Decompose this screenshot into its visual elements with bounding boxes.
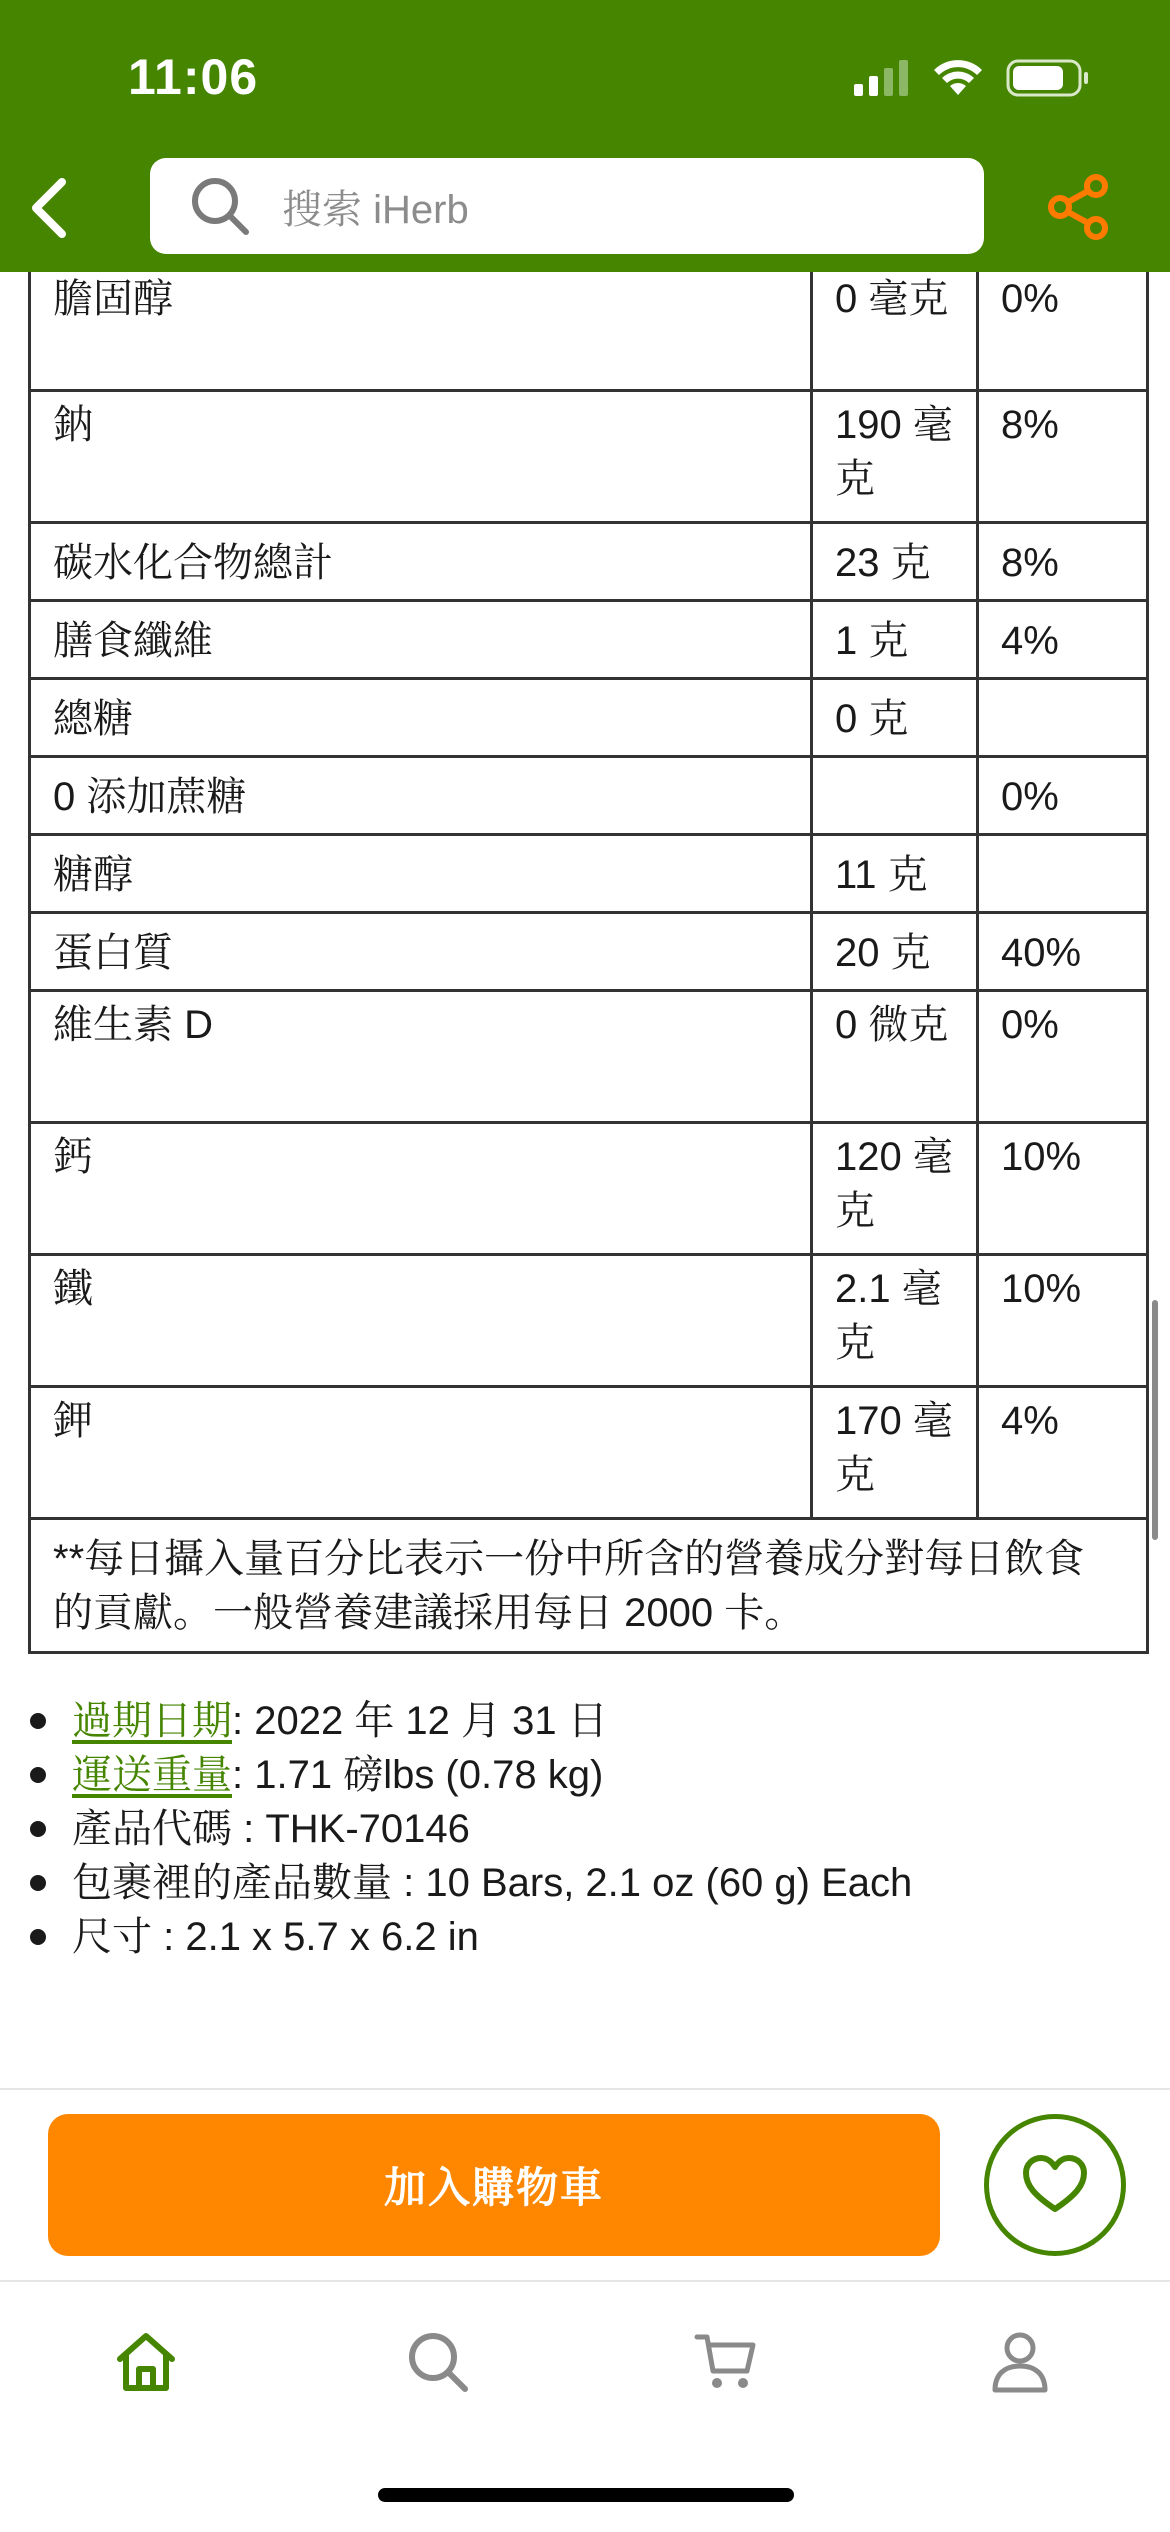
table-row [30, 990, 1148, 1122]
nutrient-amount: 190 毫克 [812, 390, 978, 522]
table-row [30, 272, 1148, 390]
tab-home[interactable] [106, 2322, 186, 2402]
search-placeholder: 搜索 iHerb [282, 187, 469, 232]
nutrient-dv: 0% [978, 756, 1148, 834]
nutrient-name: 鐵 [30, 1254, 812, 1386]
product-code: 產品代碼 : THK-70146 [72, 1807, 470, 1851]
table-footnote: **每日攝入量百分比表示一份中所含的營養成分對每日飲食的貢獻。一般營養建議採用每日 2000 卡。 [30, 1518, 1148, 1652]
spec-weight [30, 1748, 1130, 1802]
table-row [30, 912, 1148, 990]
nutrient-amount: 0 克 [812, 678, 978, 756]
package-quantity: 包裹裡的產品數量 : 10 Bars, 2.1 oz (60 g) Each [72, 1861, 913, 1905]
nutrient-amount: 170 毫克 [812, 1386, 978, 1518]
wishlist-button[interactable] [984, 2114, 1126, 2256]
product-specs [30, 1694, 1130, 1964]
status-icons [854, 58, 1090, 98]
spec-dimensions [30, 1910, 1130, 1964]
nutrient-name: 總糖 [30, 678, 812, 756]
nutrient-dv: 4% [978, 1386, 1148, 1518]
table-row [30, 600, 1148, 678]
nutrient-name: 糖醇 [30, 834, 812, 912]
home-indicator [378, 2488, 794, 2502]
battery-icon [1006, 58, 1090, 98]
nutrient-name: 維生素 D [30, 990, 812, 1122]
scrollbar[interactable] [1152, 1300, 1158, 1540]
share-icon [1046, 172, 1112, 242]
nutrient-name: 蛋白質 [30, 912, 812, 990]
nutrient-amount: 120 毫克 [812, 1122, 978, 1254]
nutrient-dv: 10% [978, 1254, 1148, 1386]
spec-code [30, 1802, 1130, 1856]
nutrient-dv [978, 834, 1148, 912]
nav-row [0, 158, 1170, 258]
add-to-cart-button[interactable]: 加入購物車 [48, 2114, 940, 2256]
nutrient-amount [812, 756, 978, 834]
bullet [30, 1821, 46, 1837]
search-input[interactable] [150, 158, 984, 254]
cart-icon [693, 2329, 759, 2395]
dimensions: 尺寸 : 2.1 x 5.7 x 6.2 in [72, 1915, 479, 1959]
nutrient-dv: 0% [978, 990, 1148, 1122]
nutrient-amount: 23 克 [812, 522, 978, 600]
bullet [30, 1929, 46, 1945]
nutrient-dv: 0% [978, 272, 1148, 390]
bullet [30, 1713, 46, 1729]
status-time: 11:06 [128, 49, 259, 105]
table-row [30, 1254, 1148, 1386]
wifi-icon [932, 59, 984, 97]
table-row [30, 1122, 1148, 1254]
account-icon [990, 2330, 1050, 2394]
nutrient-dv: 8% [978, 390, 1148, 522]
share-button[interactable] [1046, 172, 1112, 242]
nutrient-dv: 40% [978, 912, 1148, 990]
shipping-weight-value: : 1.71 磅lbs (0.78 kg) [232, 1753, 604, 1797]
heart-icon [1022, 2155, 1088, 2215]
search-icon [188, 174, 252, 238]
nutrient-name: 鈣 [30, 1122, 812, 1254]
spec-expiry [30, 1694, 1130, 1748]
nutrient-name: 膽固醇 [30, 272, 812, 390]
nutrient-amount: 1 克 [812, 600, 978, 678]
table-row [30, 390, 1148, 522]
nutrient-name: 碳水化合物總計 [30, 522, 812, 600]
bullet [30, 1875, 46, 1891]
table-row [30, 678, 1148, 756]
shipping-weight-link[interactable]: 運送重量 [72, 1753, 232, 1797]
bullet [30, 1767, 46, 1783]
app-header [0, 0, 1170, 272]
nutrient-dv [978, 678, 1148, 756]
search-icon [405, 2329, 471, 2395]
nutrient-amount: 0 毫克 [812, 272, 978, 390]
back-button[interactable] [22, 176, 82, 240]
nutrient-dv: 4% [978, 600, 1148, 678]
nutrient-amount: 20 克 [812, 912, 978, 990]
nutrient-name: 0 添加蔗糖 [30, 756, 812, 834]
home-icon [114, 2331, 178, 2393]
divider [0, 2088, 1170, 2090]
table-footnote-row [30, 1518, 1148, 1652]
nutrient-name: 鈉 [30, 390, 812, 522]
back-arrow-icon [22, 176, 82, 240]
table-row [30, 756, 1148, 834]
nutrient-name: 膳食纖維 [30, 600, 812, 678]
nutrition-table [28, 272, 1146, 1654]
table-row [30, 522, 1148, 600]
expiry-date-value: : 2022 年 12 月 31 日 [232, 1699, 608, 1743]
tab-cart[interactable] [686, 2322, 766, 2402]
table-row [30, 834, 1148, 912]
spec-quantity [30, 1856, 1130, 1910]
signal-icon [854, 60, 910, 96]
nutrient-dv: 8% [978, 522, 1148, 600]
expiry-date-link[interactable]: 過期日期 [72, 1699, 232, 1743]
nutrient-amount: 0 微克 [812, 990, 978, 1122]
nutrient-amount: 11 克 [812, 834, 978, 912]
nutrient-dv: 10% [978, 1122, 1148, 1254]
table-row [30, 1386, 1148, 1518]
tab-search[interactable] [398, 2322, 478, 2402]
nutrient-amount: 2.1 毫克 [812, 1254, 978, 1386]
tab-account[interactable] [980, 2322, 1060, 2402]
nutrient-name: 鉀 [30, 1386, 812, 1518]
